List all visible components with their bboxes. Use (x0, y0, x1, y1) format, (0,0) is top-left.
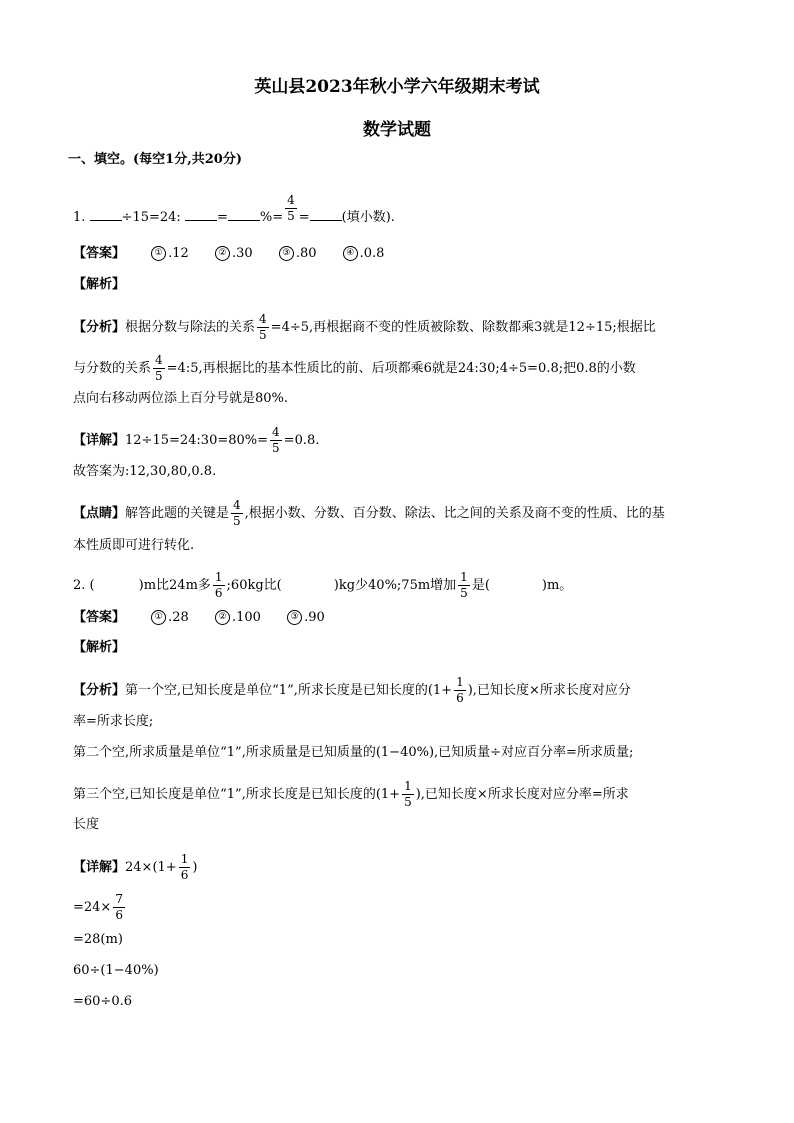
question-number: 2. (73, 578, 86, 593)
detail-line (73, 892, 127, 923)
circle-number: ④ (343, 246, 358, 261)
fraction: $\frac{1}{6}$ (456, 675, 464, 705)
answer-blank (310, 207, 342, 221)
answer-blank (185, 207, 217, 221)
analysis-label: 【解析】 (73, 277, 126, 292)
fraction: $\frac{1}{5}$ (460, 570, 468, 600)
detail-line (73, 852, 197, 883)
answer-label: 【答案】 (73, 610, 126, 625)
conclusion-line: 故答案为:12,30,80,0.8. (73, 464, 217, 479)
answer-value: .12 (168, 246, 189, 261)
text-run: =24× (73, 900, 112, 915)
answer-value: .100 (231, 610, 261, 625)
question-1 (73, 193, 395, 233)
answer-line (73, 608, 325, 628)
answer-line (73, 244, 384, 264)
analysis-line: 第二个空,所求质量是单位“1”,所求质量是已知质量的(1−40%),已知质量÷对应百分率=所求质量; (73, 745, 634, 760)
text-run: )m。 (541, 578, 573, 593)
fraction: $\frac{4}{5}$ (272, 425, 280, 455)
fraction: $\frac{7}{6}$ (115, 892, 123, 922)
comment-line (73, 498, 665, 529)
text-run: ;60kg比( (226, 578, 282, 593)
q1-text: %= (259, 210, 284, 225)
analysis-line: 率=所求长度; (73, 714, 154, 729)
detail-label: 【详解】 (73, 433, 126, 448)
circle-number: ③ (279, 246, 294, 261)
text-run: )kg少40%;75m增加 (333, 578, 457, 593)
exam-subtitle: 数学试题 (363, 120, 431, 140)
text-run: 与分数的关系 (73, 361, 152, 376)
text-run: =4÷5,再根据商不变的性质被除数、除数都乘3就是12÷15;根据比 (270, 320, 656, 335)
detail-label: 【详解】 (73, 860, 126, 875)
analysis-line: 点向右移动两位添上百分号就是80%. (73, 391, 289, 406)
text-run: )m比24m多 (138, 578, 211, 593)
answer-value: .90 (304, 610, 325, 625)
text-run: 第一个空,已知长度是单位“1”,所求长度是已知长度的(1+ (125, 683, 453, 698)
analysis-line (73, 779, 629, 810)
fenxi-label: 【分析】 (73, 320, 126, 335)
answer-value: .30 (231, 246, 253, 261)
text-run: 根据分数与除法的关系 (125, 320, 256, 335)
text-run: 24×(1+ (125, 860, 177, 875)
text-run: ,根据小数、分数、百分数、除法、比之间的关系及商不变的性质、比的基 (244, 506, 665, 521)
text-run: =4:5,再根据比的基本性质比的前、后项都乘6就是24:30;4÷5=0.8;把0.8的小数 (166, 361, 636, 376)
circle-number: ① (151, 610, 166, 625)
text-run: ) (192, 860, 198, 875)
exam-title: 英山县2023年秋小学六年级期末考试 (254, 77, 540, 97)
text-run: ( (89, 578, 95, 593)
detail-line (73, 425, 319, 456)
comment-line: 本性质即可进行转化. (73, 538, 195, 553)
analysis-label: 【解析】 (73, 640, 126, 655)
fraction: $\frac{4}{5}$ (287, 193, 295, 223)
analysis-line (73, 675, 631, 706)
q1-text: = (298, 210, 310, 225)
text-run: 解答此题的关键是 (125, 506, 230, 521)
analysis-line (73, 312, 656, 343)
fraction: $\frac{1}{5}$ (404, 779, 412, 809)
fraction: $\frac{1}{6}$ (214, 570, 223, 600)
fraction: $\frac{4}{5}$ (155, 353, 163, 383)
analysis-line: 长度 (73, 817, 100, 832)
text-run: 是( (471, 578, 490, 593)
q1-text: (填小数). (341, 210, 395, 225)
answer-value: .28 (168, 610, 189, 625)
section-heading: 一、填空。(每空1分,共20分) (68, 152, 242, 167)
text-run: 12÷15=24:30=80%= (125, 433, 269, 448)
text-run: ),已知长度×所求长度对应分率=所求 (415, 787, 629, 802)
answer-blank (90, 207, 122, 221)
fraction: $\frac{4}{5}$ (259, 312, 267, 342)
fraction: $\frac{4}{5}$ (233, 498, 241, 528)
circle-number: ③ (287, 610, 302, 625)
q1-text: = (216, 210, 228, 225)
fraction: $\frac{1}{6}$ (180, 852, 189, 882)
answer-value: .80 (295, 246, 317, 261)
answer-value: .0.8 (359, 246, 385, 261)
question-2 (73, 570, 572, 601)
circle-number: ② (215, 610, 230, 625)
analysis-line (73, 353, 636, 384)
question-number: 1. (73, 210, 86, 225)
detail-line: =28(m) (73, 932, 123, 947)
answer-blank (228, 207, 260, 221)
q1-text: ÷15=24: (121, 210, 181, 225)
comment-label: 【点睛】 (73, 506, 126, 521)
text-run: 第三个空,已知长度是单位“1”,所求长度是已知长度的(1+ (73, 787, 401, 802)
circle-number: ② (215, 246, 230, 261)
text-run: =0.8. (283, 433, 320, 448)
fenxi-label: 【分析】 (73, 683, 126, 698)
answer-label: 【答案】 (73, 246, 126, 261)
circle-number: ① (151, 246, 166, 261)
text-run: ),已知长度×所求长度对应分 (467, 683, 631, 698)
detail-line: =60÷0.6 (73, 994, 133, 1009)
detail-line: 60÷(1−40%) (73, 963, 159, 978)
